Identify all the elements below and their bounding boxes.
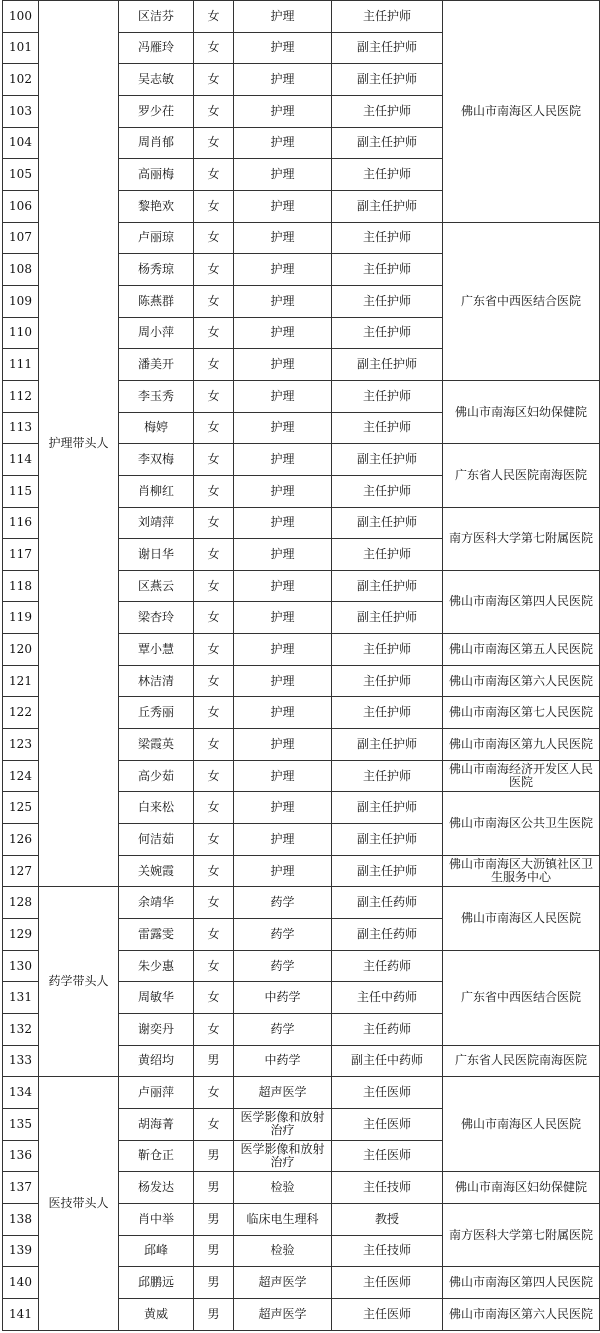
leader-table	[2, 0, 600, 1331]
name-cell: 黄威	[119, 1298, 194, 1330]
title-cell: 副主任中药师	[332, 1045, 443, 1077]
gender-cell: 女	[194, 887, 234, 919]
name-cell: 卢丽琼	[119, 222, 194, 254]
gender-cell: 女	[194, 855, 234, 887]
title-cell: 主任护师	[332, 159, 443, 191]
institution-cell: 佛山市南海区人民医院	[443, 887, 600, 950]
gender-cell: 女	[194, 254, 234, 286]
gender-cell: 男	[194, 1045, 234, 1077]
major-cell: 超声医学	[234, 1298, 332, 1330]
title-cell: 主任护师	[332, 222, 443, 254]
row-number: 121	[3, 665, 39, 697]
major-cell: 护理	[234, 760, 332, 792]
title-cell: 主任技师	[332, 1235, 443, 1267]
institution-cell: 佛山市南海区大沥镇社区卫生服务中心	[443, 855, 600, 887]
institution-cell: 广东省中西医结合医院	[443, 222, 600, 380]
title-cell: 主任技师	[332, 1172, 443, 1204]
row-number: 107	[3, 222, 39, 254]
title-cell: 主任护师	[332, 760, 443, 792]
institution-cell: 佛山市南海区公共卫生医院	[443, 792, 600, 855]
title-cell: 主任医师	[332, 1267, 443, 1299]
name-cell: 黄绍均	[119, 1045, 194, 1077]
row-number: 131	[3, 982, 39, 1014]
row-number: 126	[3, 824, 39, 856]
title-cell: 主任护师	[332, 665, 443, 697]
name-cell: 吴志敏	[119, 64, 194, 96]
title-cell: 主任护师	[332, 380, 443, 412]
name-cell: 周敏华	[119, 982, 194, 1014]
name-cell: 周肖郁	[119, 127, 194, 159]
name-cell: 胡海菁	[119, 1108, 194, 1140]
title-cell: 主任护师	[332, 634, 443, 666]
title-cell: 主任医师	[332, 1077, 443, 1109]
name-cell: 周小萍	[119, 317, 194, 349]
major-cell: 临床电生理科	[234, 1203, 332, 1235]
gender-cell: 男	[194, 1203, 234, 1235]
major-cell: 护理	[234, 539, 332, 571]
name-cell: 肖中举	[119, 1203, 194, 1235]
row-number: 134	[3, 1077, 39, 1109]
major-cell: 超声医学	[234, 1077, 332, 1109]
name-cell: 梁杏玲	[119, 602, 194, 634]
gender-cell: 女	[194, 1077, 234, 1109]
title-cell: 副主任护师	[332, 570, 443, 602]
gender-cell: 女	[194, 159, 234, 191]
name-cell: 林洁清	[119, 665, 194, 697]
row-number: 130	[3, 950, 39, 982]
major-cell: 药学	[234, 919, 332, 951]
gender-cell: 女	[194, 95, 234, 127]
gender-cell: 女	[194, 32, 234, 64]
institution-cell: 广东省人民医院南海医院	[443, 1045, 600, 1077]
major-cell: 医学影像和放射治疗	[234, 1140, 332, 1172]
major-cell: 药学	[234, 1014, 332, 1046]
row-number: 112	[3, 380, 39, 412]
title-cell: 副主任护师	[332, 824, 443, 856]
name-cell: 刘靖萍	[119, 507, 194, 539]
row-number: 132	[3, 1014, 39, 1046]
name-cell: 余靖华	[119, 887, 194, 919]
gender-cell: 女	[194, 697, 234, 729]
gender-cell: 女	[194, 412, 234, 444]
title-cell: 主任药师	[332, 950, 443, 982]
major-cell: 护理	[234, 349, 332, 381]
major-cell: 护理	[234, 222, 332, 254]
institution-cell: 广东省中西医结合医院	[443, 950, 600, 1045]
title-cell: 副主任护师	[332, 729, 443, 761]
gender-cell: 女	[194, 285, 234, 317]
title-cell: 主任护师	[332, 475, 443, 507]
gender-cell: 女	[194, 824, 234, 856]
row-number: 127	[3, 855, 39, 887]
name-cell: 谢奕丹	[119, 1014, 194, 1046]
row-number: 105	[3, 159, 39, 191]
row-number: 111	[3, 349, 39, 381]
title-cell: 主任护师	[332, 254, 443, 286]
major-cell: 中药学	[234, 982, 332, 1014]
gender-cell: 女	[194, 507, 234, 539]
title-cell: 副主任药师	[332, 887, 443, 919]
major-cell: 护理	[234, 127, 332, 159]
name-cell: 白来松	[119, 792, 194, 824]
gender-cell: 女	[194, 570, 234, 602]
name-cell: 雷露雯	[119, 919, 194, 951]
row-number: 109	[3, 285, 39, 317]
title-cell: 主任护师	[332, 539, 443, 571]
gender-cell: 男	[194, 1172, 234, 1204]
institution-cell: 佛山市南海区第六人民医院	[443, 1298, 600, 1330]
name-cell: 罗少茌	[119, 95, 194, 127]
major-cell: 护理	[234, 159, 332, 191]
institution-cell: 佛山市南海经济开发区人民医院	[443, 760, 600, 792]
row-number: 106	[3, 190, 39, 222]
row-number: 135	[3, 1108, 39, 1140]
gender-cell: 男	[194, 1140, 234, 1172]
name-cell: 区燕云	[119, 570, 194, 602]
title-cell: 副主任护师	[332, 792, 443, 824]
major-cell: 护理	[234, 475, 332, 507]
institution-cell: 佛山市南海区第六人民医院	[443, 665, 600, 697]
name-cell: 潘美开	[119, 349, 194, 381]
major-cell: 护理	[234, 792, 332, 824]
row-number: 123	[3, 729, 39, 761]
name-cell: 关婉霞	[119, 855, 194, 887]
institution-cell: 佛山市南海区第四人民医院	[443, 1267, 600, 1299]
gender-cell: 男	[194, 1267, 234, 1299]
major-cell: 护理	[234, 317, 332, 349]
gender-cell: 女	[194, 539, 234, 571]
gender-cell: 女	[194, 1014, 234, 1046]
institution-cell: 南方医科大学第七附属医院	[443, 1203, 600, 1266]
row-number: 108	[3, 254, 39, 286]
name-cell: 邱峰	[119, 1235, 194, 1267]
name-cell: 邱鹏远	[119, 1267, 194, 1299]
title-cell: 副主任护师	[332, 127, 443, 159]
major-cell: 护理	[234, 729, 332, 761]
table-row	[3, 887, 600, 919]
title-cell: 副主任药师	[332, 919, 443, 951]
name-cell: 陈燕群	[119, 285, 194, 317]
institution-cell: 佛山市南海区第九人民医院	[443, 729, 600, 761]
title-cell: 主任医师	[332, 1108, 443, 1140]
major-cell: 超声医学	[234, 1267, 332, 1299]
name-cell: 李玉秀	[119, 380, 194, 412]
major-cell: 中药学	[234, 1045, 332, 1077]
name-cell: 杨发达	[119, 1172, 194, 1204]
gender-cell: 女	[194, 127, 234, 159]
gender-cell: 女	[194, 634, 234, 666]
gender-cell: 女	[194, 349, 234, 381]
gender-cell: 女	[194, 919, 234, 951]
name-cell: 靳仓正	[119, 1140, 194, 1172]
major-cell: 护理	[234, 824, 332, 856]
gender-cell: 女	[194, 1108, 234, 1140]
title-cell: 副主任护师	[332, 602, 443, 634]
title-cell: 主任中药师	[332, 982, 443, 1014]
major-cell: 护理	[234, 95, 332, 127]
major-cell: 护理	[234, 64, 332, 96]
table-row	[3, 1077, 600, 1109]
gender-cell: 女	[194, 729, 234, 761]
major-cell: 药学	[234, 950, 332, 982]
major-cell: 护理	[234, 1, 332, 33]
row-number: 129	[3, 919, 39, 951]
gender-cell: 女	[194, 950, 234, 982]
row-number: 103	[3, 95, 39, 127]
row-number: 120	[3, 634, 39, 666]
name-cell: 黎艳欢	[119, 190, 194, 222]
title-cell: 副主任护师	[332, 64, 443, 96]
title-cell: 主任医师	[332, 1140, 443, 1172]
gender-cell: 男	[194, 1235, 234, 1267]
name-cell: 谢日华	[119, 539, 194, 571]
major-cell: 护理	[234, 570, 332, 602]
major-cell: 护理	[234, 32, 332, 64]
row-number: 100	[3, 1, 39, 33]
title-cell: 主任护师	[332, 697, 443, 729]
title-cell: 主任医师	[332, 1298, 443, 1330]
major-cell: 护理	[234, 412, 332, 444]
gender-cell: 女	[194, 475, 234, 507]
row-number: 113	[3, 412, 39, 444]
major-cell: 护理	[234, 602, 332, 634]
name-cell: 何洁茹	[119, 824, 194, 856]
row-number: 140	[3, 1267, 39, 1299]
gender-cell: 女	[194, 222, 234, 254]
major-cell: 护理	[234, 697, 332, 729]
table-body	[3, 1, 600, 1331]
major-cell: 护理	[234, 507, 332, 539]
row-number: 116	[3, 507, 39, 539]
major-cell: 护理	[234, 665, 332, 697]
category-cell: 护理带头人	[39, 1, 119, 887]
gender-cell: 男	[194, 1298, 234, 1330]
name-cell: 梁霞英	[119, 729, 194, 761]
major-cell: 护理	[234, 254, 332, 286]
institution-cell: 佛山市南海区第七人民医院	[443, 697, 600, 729]
institution-cell: 佛山市南海区妇幼保健院	[443, 1172, 600, 1204]
row-number: 117	[3, 539, 39, 571]
name-cell: 丘秀丽	[119, 697, 194, 729]
row-number: 139	[3, 1235, 39, 1267]
gender-cell: 女	[194, 792, 234, 824]
name-cell: 梅婷	[119, 412, 194, 444]
major-cell: 护理	[234, 855, 332, 887]
name-cell: 区洁芬	[119, 1, 194, 33]
row-number: 124	[3, 760, 39, 792]
institution-cell: 广东省人民医院南海医院	[443, 444, 600, 507]
major-cell: 护理	[234, 285, 332, 317]
row-number: 101	[3, 32, 39, 64]
name-cell: 杨秀琼	[119, 254, 194, 286]
major-cell: 护理	[234, 190, 332, 222]
gender-cell: 女	[194, 444, 234, 476]
row-number: 102	[3, 64, 39, 96]
major-cell: 检验	[234, 1172, 332, 1204]
row-number: 125	[3, 792, 39, 824]
row-number: 141	[3, 1298, 39, 1330]
title-cell: 副主任护师	[332, 32, 443, 64]
major-cell: 检验	[234, 1235, 332, 1267]
title-cell: 主任护师	[332, 1, 443, 33]
major-cell: 药学	[234, 887, 332, 919]
row-number: 122	[3, 697, 39, 729]
gender-cell: 女	[194, 380, 234, 412]
name-cell: 朱少惠	[119, 950, 194, 982]
major-cell: 护理	[234, 444, 332, 476]
gender-cell: 女	[194, 64, 234, 96]
title-cell: 主任护师	[332, 412, 443, 444]
title-cell: 主任药师	[332, 1014, 443, 1046]
category-cell: 医技带头人	[39, 1077, 119, 1330]
row-number: 138	[3, 1203, 39, 1235]
table-row	[3, 1, 600, 33]
gender-cell: 女	[194, 317, 234, 349]
name-cell: 卢丽萍	[119, 1077, 194, 1109]
institution-cell: 佛山市南海区第五人民医院	[443, 634, 600, 666]
title-cell: 副主任护师	[332, 855, 443, 887]
row-number: 104	[3, 127, 39, 159]
title-cell: 副主任护师	[332, 190, 443, 222]
title-cell: 教授	[332, 1203, 443, 1235]
institution-cell: 南方医科大学第七附属医院	[443, 507, 600, 570]
major-cell: 医学影像和放射治疗	[234, 1108, 332, 1140]
name-cell: 冯雁玲	[119, 32, 194, 64]
gender-cell: 女	[194, 190, 234, 222]
row-number: 118	[3, 570, 39, 602]
title-cell: 副主任护师	[332, 349, 443, 381]
row-number: 137	[3, 1172, 39, 1204]
name-cell: 高少茹	[119, 760, 194, 792]
row-number: 128	[3, 887, 39, 919]
name-cell: 覃小慧	[119, 634, 194, 666]
title-cell: 主任护师	[332, 285, 443, 317]
major-cell: 护理	[234, 380, 332, 412]
institution-cell: 佛山市南海区人民医院	[443, 1077, 600, 1172]
institution-cell: 佛山市南海区第四人民医院	[443, 570, 600, 633]
row-number: 110	[3, 317, 39, 349]
row-number: 119	[3, 602, 39, 634]
institution-cell: 佛山市南海区妇幼保健院	[443, 380, 600, 443]
gender-cell: 女	[194, 665, 234, 697]
gender-cell: 女	[194, 1, 234, 33]
institution-cell: 佛山市南海区人民医院	[443, 1, 600, 223]
name-cell: 李双梅	[119, 444, 194, 476]
gender-cell: 女	[194, 982, 234, 1014]
major-cell: 护理	[234, 634, 332, 666]
row-number: 133	[3, 1045, 39, 1077]
title-cell: 副主任护师	[332, 444, 443, 476]
title-cell: 主任护师	[332, 95, 443, 127]
name-cell: 高丽梅	[119, 159, 194, 191]
gender-cell: 女	[194, 760, 234, 792]
row-number: 114	[3, 444, 39, 476]
name-cell: 肖柳红	[119, 475, 194, 507]
title-cell: 副主任护师	[332, 507, 443, 539]
title-cell: 主任护师	[332, 317, 443, 349]
gender-cell: 女	[194, 602, 234, 634]
row-number: 136	[3, 1140, 39, 1172]
row-number: 115	[3, 475, 39, 507]
category-cell: 药学带头人	[39, 887, 119, 1077]
